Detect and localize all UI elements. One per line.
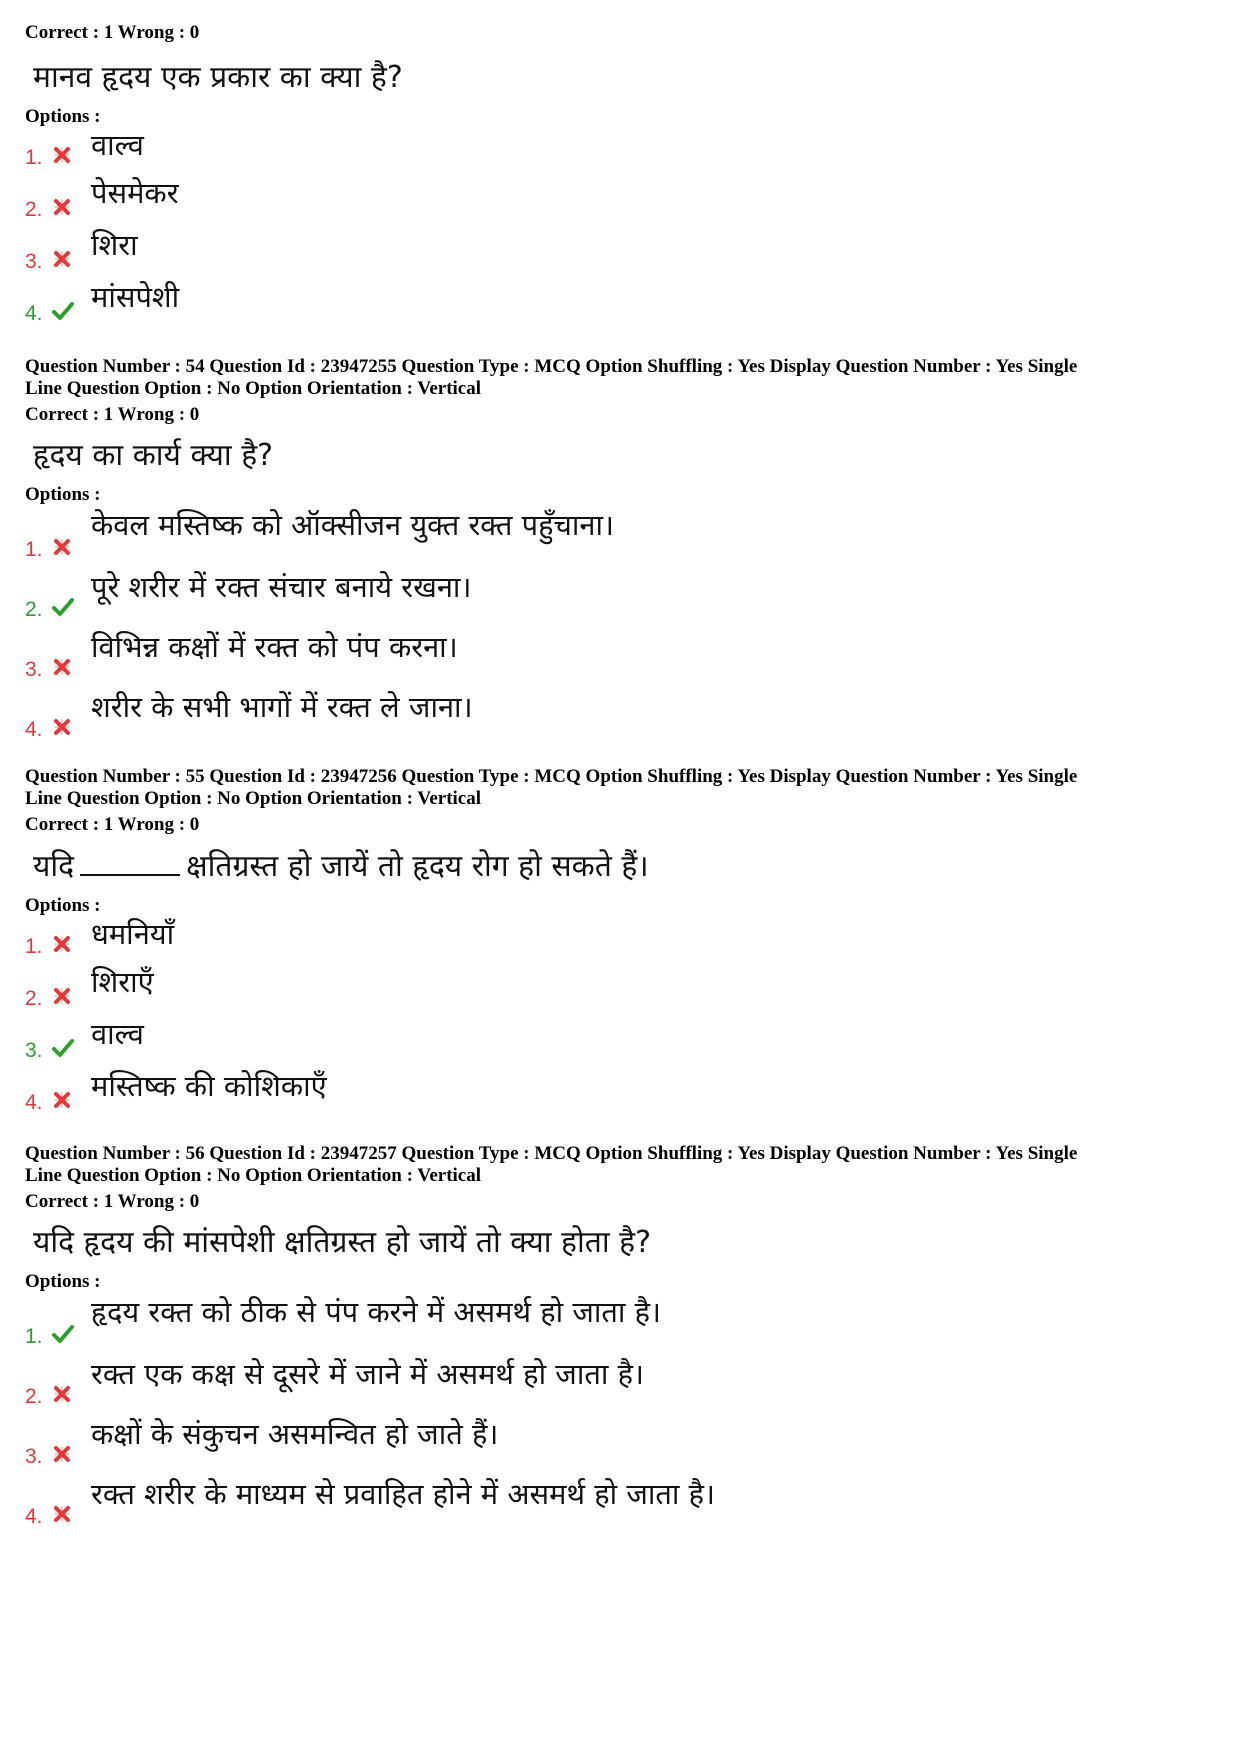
option-text: पूरे शरीर में रक्त संचार बनाये रखना। <box>91 570 472 604</box>
option-text: मांसपेशी <box>91 280 180 314</box>
cross-icon <box>51 656 73 678</box>
option-text: रक्त एक कक्ष से दूसरे में जाने में असमर्थ हो जाता है। <box>91 1357 644 1391</box>
option-item <box>25 628 1220 688</box>
question-text: हृदय का कार्य क्या है? <box>33 438 274 473</box>
option-text: विभिन्न कक्षों में रक्त को पंप करना। <box>91 630 458 664</box>
question-meta-line-1: Question Number : 56 Question Id : 23947257 Question Type : MCQ Option Shuffling : Yes Display Question Number : Yes Single <box>25 1143 1078 1164</box>
score-line: Correct : 1 Wrong : 0 <box>25 814 200 835</box>
cross-icon <box>51 1383 73 1405</box>
cross-icon <box>51 248 73 270</box>
cross-icon <box>51 196 73 218</box>
option-text: कक्षों के संकुचन असमन्वित हो जाते हैं। <box>91 1417 499 1451</box>
cross-icon <box>51 1443 73 1465</box>
check-icon <box>51 1037 75 1059</box>
option-item <box>25 568 1220 628</box>
option-text: मस्तिष्क की कोशिकाएँ <box>91 1069 327 1103</box>
option-item <box>25 688 1220 748</box>
option-number: 4. <box>25 302 43 325</box>
option-text: हृदय रक्त को ठीक से पंप करने में असमर्थ हो जाता है। <box>91 1295 662 1329</box>
option-item <box>25 1475 1220 1535</box>
check-icon <box>51 1323 75 1345</box>
cross-icon <box>51 536 73 558</box>
option-number: 3. <box>25 1445 43 1468</box>
option-number: 2. <box>25 598 43 621</box>
question-meta-line-2: Line Question Option : No Option Orientation : Vertical <box>25 788 482 809</box>
score-line: Correct : 1 Wrong : 0 <box>25 404 200 425</box>
cross-icon <box>51 144 73 166</box>
cross-icon <box>51 933 73 955</box>
option-number: 2. <box>25 1385 43 1408</box>
option-item <box>25 280 1220 332</box>
options-label: Options : <box>25 895 101 916</box>
cross-icon <box>51 985 73 1007</box>
option-item <box>25 1355 1220 1415</box>
option-number: 1. <box>25 146 43 169</box>
option-item <box>25 917 1220 965</box>
option-number: 1. <box>25 935 43 958</box>
question-meta-line-2: Line Question Option : No Option Orientation : Vertical <box>25 1165 482 1186</box>
option-text: शिरा <box>91 228 138 262</box>
option-number: 1. <box>25 1325 43 1348</box>
option-item <box>25 1069 1220 1121</box>
question-block-55 <box>25 766 1220 1121</box>
question-text: यदि हृदय की मांसपेशी क्षतिग्रस्त हो जायें तो क्या होता है? <box>33 1225 652 1260</box>
option-text: केवल मस्तिष्क को ऑक्सीजन युक्त रक्त पहुँचाना। <box>91 508 614 542</box>
score-line: Correct : 1 Wrong : 0 <box>25 22 200 43</box>
options-list <box>25 128 1220 332</box>
question-text-post: क्षतिग्रस्त हो जायें तो हृदय रोग हो सकते हैं। <box>186 849 649 884</box>
options-list <box>25 1293 1220 1535</box>
option-text: धमनियाँ <box>91 917 175 951</box>
question-text-pre: यदि <box>33 849 75 884</box>
question-meta-line-1: Question Number : 55 Question Id : 23947256 Question Type : MCQ Option Shuffling : Yes Display Question Number : Yes Single <box>25 766 1078 787</box>
question-block-56 <box>25 1143 1220 1535</box>
option-text: वाल्व <box>91 128 144 162</box>
score-line: Correct : 1 Wrong : 0 <box>25 1191 200 1212</box>
check-icon <box>51 596 75 618</box>
option-number: 3. <box>25 250 43 273</box>
question-block-53 <box>25 22 1220 332</box>
options-label: Options : <box>25 106 101 127</box>
cross-icon <box>51 716 73 738</box>
question-meta <box>25 766 1220 810</box>
question-block-54 <box>25 356 1220 748</box>
option-number: 4. <box>25 1505 43 1528</box>
option-number: 2. <box>25 987 43 1010</box>
option-number: 4. <box>25 1091 43 1114</box>
option-number: 3. <box>25 658 43 681</box>
option-text: शिराएँ <box>91 965 154 999</box>
question-text: मानव हृदय एक प्रकार का क्या है? <box>33 60 403 95</box>
question-meta <box>25 356 1220 400</box>
option-number: 3. <box>25 1039 43 1062</box>
options-list <box>25 506 1220 748</box>
option-item <box>25 1017 1220 1069</box>
option-item <box>25 176 1220 228</box>
option-text: शरीर के सभी भागों में रक्त ले जाना। <box>91 690 473 724</box>
option-item <box>25 506 1220 568</box>
option-item <box>25 1293 1220 1355</box>
option-item <box>25 228 1220 280</box>
options-label: Options : <box>25 1271 101 1292</box>
question-meta <box>25 1143 1220 1187</box>
question-text <box>33 846 1220 887</box>
option-text: वाल्व <box>91 1017 144 1051</box>
check-icon <box>51 300 75 322</box>
option-item <box>25 128 1220 176</box>
fill-in-blank <box>80 846 180 876</box>
question-meta-line-1: Question Number : 54 Question Id : 23947255 Question Type : MCQ Option Shuffling : Yes Display Question Number : Yes Single <box>25 356 1078 377</box>
option-number: 1. <box>25 538 43 561</box>
option-item <box>25 965 1220 1017</box>
cross-icon <box>51 1503 73 1525</box>
options-label: Options : <box>25 484 101 505</box>
option-number: 2. <box>25 198 43 221</box>
option-number: 4. <box>25 718 43 741</box>
options-list <box>25 917 1220 1121</box>
cross-icon <box>51 1089 73 1111</box>
option-item <box>25 1415 1220 1475</box>
question-meta-line-2: Line Question Option : No Option Orientation : Vertical <box>25 378 482 399</box>
option-text: रक्त शरीर के माध्यम से प्रवाहित होने में असमर्थ हो जाता है। <box>91 1477 716 1511</box>
option-text: पेसमेकर <box>91 176 179 210</box>
